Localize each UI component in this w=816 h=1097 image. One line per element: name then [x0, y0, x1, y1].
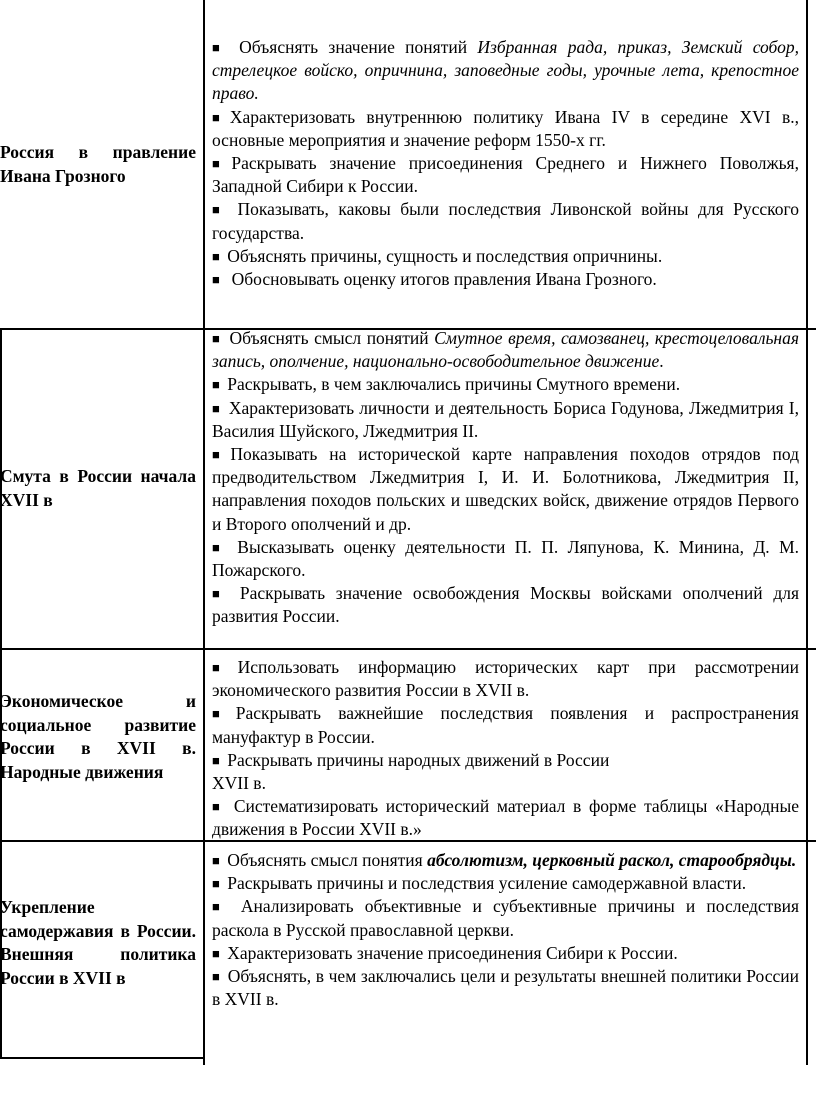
bullet-icon: ■: [212, 109, 227, 125]
bullet-icon: ■: [212, 272, 220, 288]
list-item: ■ Высказывать оценку деятельности П. П. Ляпунова, К. Минина, Д. М. Пожарского.: [212, 536, 800, 581]
bullet-icon: ■: [212, 752, 220, 768]
content-cell: [212, 656, 799, 842]
list-item: ■ Показывать, каковы были последствия Ливонской войны для Русского государства.: [212, 199, 800, 243]
list-item: ■ Обосновывать оценку итогов правления Ивана Грозного.: [212, 269, 657, 290]
row-divider: [0, 648, 816, 650]
bullet-icon: ■: [212, 248, 220, 264]
topic-cell: [0, 141, 196, 188]
list-item: ■ Характеризовать значение присоединения Сибири к России.: [212, 942, 678, 963]
bullet-icon: ■: [212, 876, 220, 892]
topic-cell: [0, 465, 196, 512]
topic-title: Россия в правление Ивана Грозного: [0, 142, 196, 186]
topic-title: Смута в России начала XVII в: [0, 466, 196, 510]
list-item: ■ Характеризовать внутреннюю политику Ивана IV в середине XVI в., основные мероприятия и значение реформ 1550-х гг.: [212, 106, 799, 150]
topic-title: Экономическое и социальное развитие России в XVII в. Народные движения: [0, 691, 196, 782]
table-right-border: [806, 0, 808, 1065]
bullet-icon: ■: [212, 377, 220, 393]
table-column-divider: [203, 0, 205, 1065]
topic-cell: [0, 896, 196, 990]
bullet-icon: ■: [212, 202, 225, 218]
bullet-icon: ■: [212, 447, 228, 463]
topic-title: Укрепление самодержавия в России. Внешняя политика России в XVII в: [0, 897, 196, 988]
list-item: ■ Объяснять значение понятий Избранная рада, приказ, Земский собор, стрелецкое войско, опричнина, заповедные годы, урочные лета, крепостное право.: [212, 37, 799, 104]
bullet-icon: ■: [212, 539, 225, 555]
list-item: ■ Объяснять, в чем заключались цели и результаты внешней политики России в XVII в.: [212, 966, 799, 1010]
content-cell: [212, 849, 799, 1011]
bullet-icon: ■: [212, 899, 227, 915]
content-cell: [212, 36, 799, 291]
bullet-icon: ■: [212, 969, 221, 985]
bullet-icon: ■: [212, 156, 229, 172]
list-item: ■ Анализировать объективные и субъективные причины и последствия раскола в Русской православной церкви.: [212, 896, 799, 940]
list-item: ■ Характеризовать личности и деятельность Бориса Годунова, Лжедмитрия I, Василия Шуйского, Лжедмитрия II.: [212, 397, 800, 441]
bullet-icon: ■: [212, 706, 233, 722]
bullet-icon: ■: [212, 331, 221, 346]
bullet-icon: ■: [212, 586, 227, 602]
list-item: ■ Раскрывать важнейшие последствия появления и распространения мануфактур в России.: [212, 703, 799, 747]
content-cell: [212, 327, 799, 629]
list-item: ■ Объяснять смысл понятия абсолютизм, церковный раскол, старообрядцы.: [212, 850, 797, 870]
bullet-icon: ■: [212, 945, 220, 961]
bullet-icon: ■: [212, 853, 220, 868]
list-item: ■ Использовать информацию исторических карт при рассмотрении экономического развития России в XVII в.: [212, 657, 799, 701]
list-item: ■ Объяснять смысл понятий Смутное время, самозванец, крестоцеловальная запись, ополчение, национально-освободительное движение.: [212, 328, 799, 372]
list-item: ■ Раскрывать причины и последствия усиление самодержавной власти.: [212, 873, 747, 894]
table-bottom-border: [0, 1057, 205, 1059]
bullet-icon: ■: [212, 799, 224, 815]
list-item: ■ Объяснять причины, сущность и последствия опричнины.: [212, 245, 663, 266]
topic-cell: [0, 690, 196, 784]
list-item: ■ Раскрывать значение присоединения Среднего и Нижнего Поволжья, Западной Сибири к России.: [212, 153, 799, 197]
list-item: ■ Раскрывать причины народных движений в России XVII в.: [212, 749, 610, 794]
bullet-icon: ■: [212, 40, 226, 55]
list-item: ■ Раскрывать значение освобождения Москвы войсками ополчений для развития России.: [212, 583, 800, 627]
list-item: ■ Показывать на исторической карте направления походов отрядов под предводительством Лжедмитрия I, И. И. Болотникова, Лжедмитрия II, направления походов польских и шведских войск, движение отрядов Первого и Второго ополчений и др.: [212, 444, 799, 534]
bullet-icon: ■: [212, 660, 235, 675]
list-item: ■ Раскрывать, в чем заключались причины Смутного времени.: [212, 374, 681, 395]
list-item: ■ Систематизировать исторический материал в форме таблицы «Народные движения в России XVII в.»: [212, 796, 800, 840]
bullet-icon: ■: [212, 400, 221, 416]
